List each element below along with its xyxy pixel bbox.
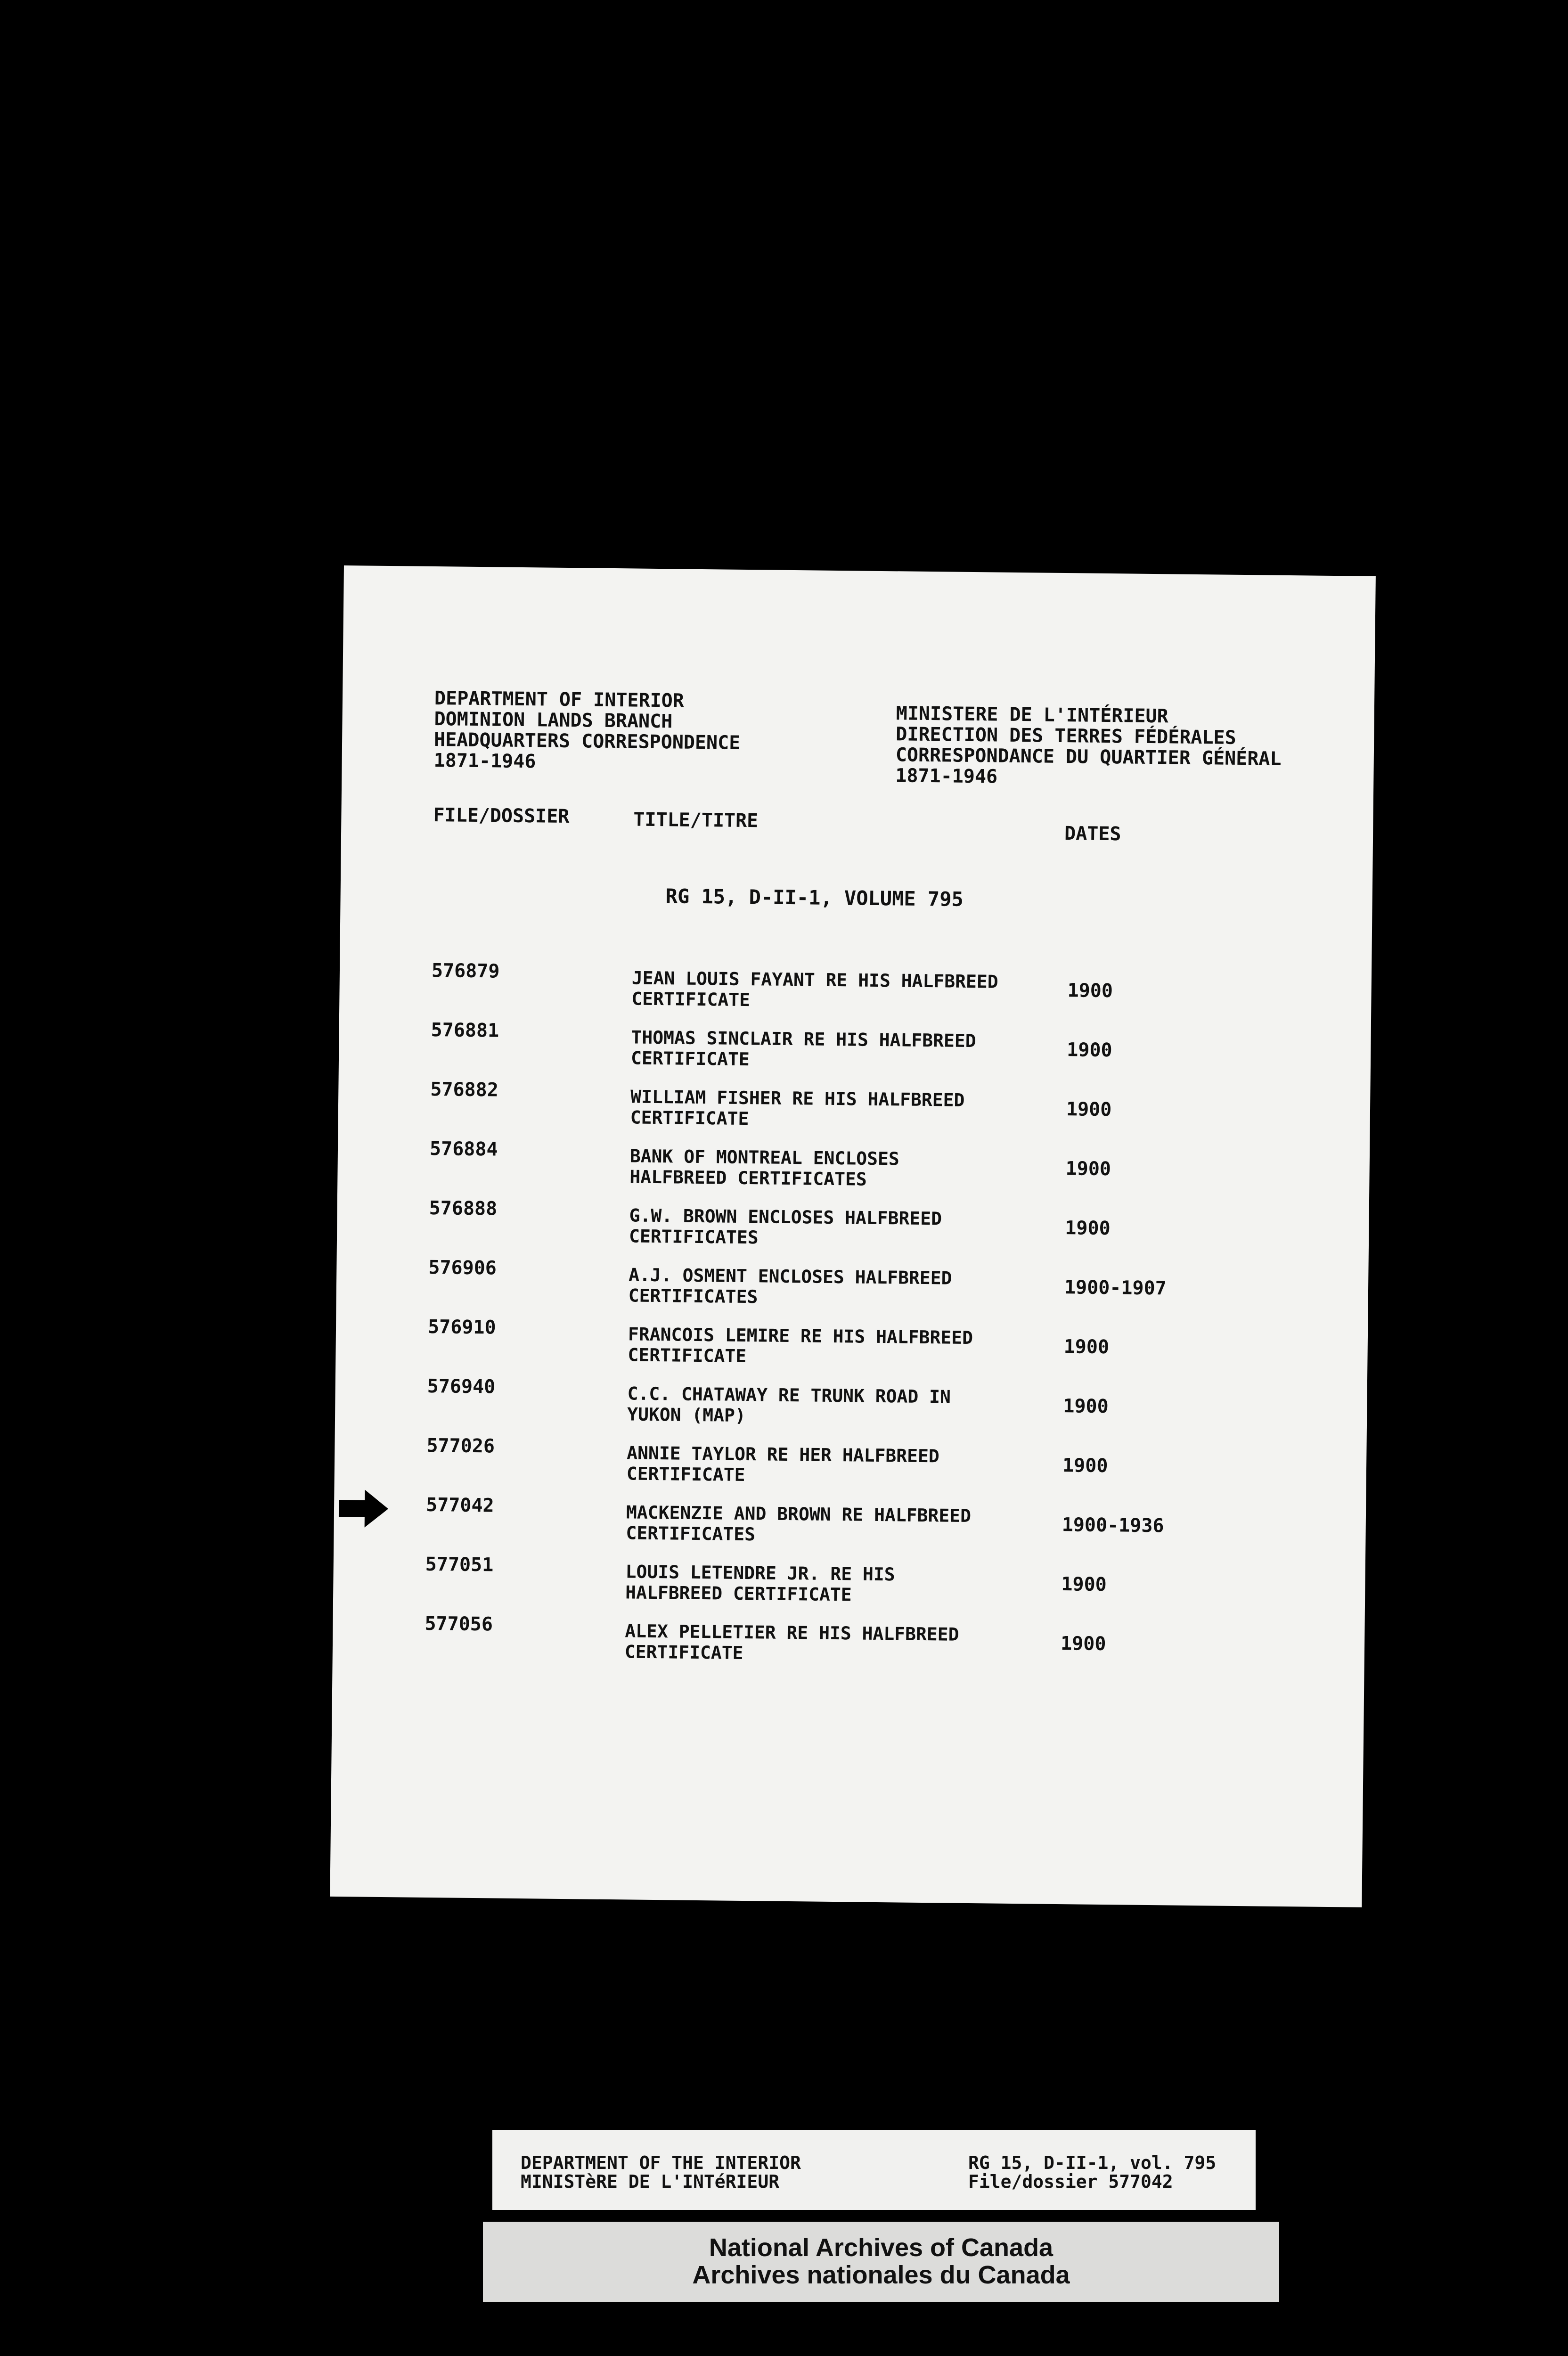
column-header-title: TITLE/TITRE bbox=[633, 809, 759, 832]
table-row bbox=[337, 1196, 1369, 1264]
document-page bbox=[330, 565, 1375, 1907]
table-row bbox=[333, 1553, 1365, 1620]
file-number: 576882 bbox=[430, 1078, 499, 1101]
table-row bbox=[339, 1018, 1371, 1086]
label-strip-left bbox=[521, 2153, 801, 2191]
file-number: 577042 bbox=[425, 1494, 494, 1517]
header-left-line1: DEPARTMENT OF INTERIOR bbox=[434, 687, 685, 712]
file-title: MACKENZIE AND BROWN RE HALFBREED CERTIFICATES bbox=[626, 1502, 972, 1545]
file-dates: 1900 bbox=[1067, 980, 1113, 1002]
file-dates: 1900 bbox=[1065, 1217, 1111, 1240]
file-title: ALEX PELLETIER RE HIS HALFBREED CERTIFICATE bbox=[624, 1620, 959, 1664]
header-left-line4: 1871-1946 bbox=[433, 750, 536, 773]
header-right-line1: MINISTERE DE L'INTÉRIEUR bbox=[896, 703, 1168, 728]
file-number: 577056 bbox=[425, 1612, 493, 1636]
header-right-line2: DIRECTION DES TERRES FÉDÉRALES bbox=[896, 723, 1236, 749]
file-title: FRANCOIS LEMIRE RE HIS HALFBREED CERTIFICATE bbox=[628, 1324, 973, 1367]
header-left bbox=[433, 688, 741, 774]
table-row bbox=[335, 1374, 1367, 1442]
file-number: 576881 bbox=[431, 1019, 499, 1042]
file-dates: 1900 bbox=[1063, 1336, 1110, 1358]
table-row bbox=[335, 1315, 1368, 1383]
file-dates: 1900-1907 bbox=[1064, 1276, 1167, 1300]
microfilm-label-strip bbox=[492, 2130, 1256, 2210]
header-right-line4: 1871-1946 bbox=[895, 765, 998, 788]
volume-reference: RG 15, D-II-1, VOLUME 795 bbox=[665, 884, 964, 911]
table-row bbox=[339, 959, 1372, 1026]
file-dates: 1900 bbox=[1061, 1573, 1107, 1596]
label-strip-left-line1: DEPARTMENT OF THE INTERIOR bbox=[521, 2152, 801, 2173]
file-title: C.C. CHATAWAY RE TRUNK ROAD IN YUKON (MAP) bbox=[627, 1383, 951, 1426]
header-right-line3: CORRESPONDANCE DU QUARTIER GÉNÉRAL bbox=[895, 744, 1282, 770]
file-title: JEAN LOUIS FAYANT RE HIS HALFBREED CERTIFICATE bbox=[631, 967, 998, 1011]
header-left-line2: DOMINION LANDS BRANCH bbox=[434, 708, 673, 733]
table-row bbox=[337, 1137, 1370, 1204]
file-dates: 1900 bbox=[1065, 1158, 1111, 1180]
file-number: 577051 bbox=[425, 1553, 494, 1576]
archives-name-fr: Archives nationales du Canada bbox=[692, 2261, 1070, 2289]
file-title: BANK OF MONTREAL ENCLOSES HALFBREED CERTIFICATES bbox=[629, 1145, 900, 1190]
label-strip-left-line2: MINISTèRE DE L'INTéRIEUR bbox=[521, 2171, 780, 2192]
table-row bbox=[334, 1434, 1366, 1501]
archives-name-en: National Archives of Canada bbox=[709, 2233, 1054, 2262]
file-title: G.W. BROWN ENCLOSES HALFBREED CERTIFICATES bbox=[629, 1205, 942, 1248]
file-number: 576910 bbox=[427, 1316, 496, 1339]
table-row bbox=[336, 1256, 1368, 1323]
file-title: ANNIE TAYLOR RE HER HALFBREED CERTIFICATE bbox=[626, 1442, 939, 1486]
table-row bbox=[332, 1612, 1364, 1679]
archives-label bbox=[483, 2222, 1279, 2302]
file-dates: 1900-1936 bbox=[1062, 1514, 1164, 1537]
file-dates: 1900 bbox=[1063, 1395, 1109, 1418]
column-header-dates: DATES bbox=[1064, 823, 1121, 845]
arrow-right-icon bbox=[339, 1489, 389, 1528]
file-number: 576879 bbox=[431, 959, 500, 982]
file-number: 576940 bbox=[427, 1375, 496, 1398]
file-title: LOUIS LETENDRE JR. RE HIS HALFBREED CERTIFICATE bbox=[625, 1561, 895, 1605]
file-title: THOMAS SINCLAIR RE HIS HALFBREED CERTIFICATE bbox=[630, 1027, 976, 1070]
file-number: 576888 bbox=[429, 1197, 498, 1220]
header-left-line3: HEADQUARTERS CORRESPONDENCE bbox=[433, 729, 741, 754]
file-dates: 1900 bbox=[1062, 1455, 1108, 1477]
table-row-highlighted bbox=[334, 1493, 1366, 1561]
label-strip-right-line1: RG 15, D-II-1, vol. 795 bbox=[968, 2152, 1217, 2173]
file-number: 577026 bbox=[426, 1434, 495, 1457]
file-title: A.J. OSMENT ENCLOSES HALFBREED CERTIFICATES bbox=[628, 1264, 952, 1308]
file-dates: 1900 bbox=[1060, 1633, 1106, 1655]
table-row bbox=[338, 1078, 1370, 1145]
file-title: WILLIAM FISHER RE HIS HALFBREED CERTIFICATE bbox=[630, 1086, 965, 1129]
file-number: 576884 bbox=[429, 1137, 498, 1161]
file-number: 576906 bbox=[428, 1256, 497, 1279]
column-header-file: FILE/DOSSIER bbox=[433, 804, 570, 828]
file-dates: 1900 bbox=[1067, 1039, 1112, 1062]
label-strip-right-line2: File/dossier 577042 bbox=[968, 2171, 1173, 2192]
file-dates: 1900 bbox=[1066, 1098, 1112, 1121]
label-strip-right bbox=[968, 2153, 1216, 2191]
header-right bbox=[895, 703, 1282, 790]
